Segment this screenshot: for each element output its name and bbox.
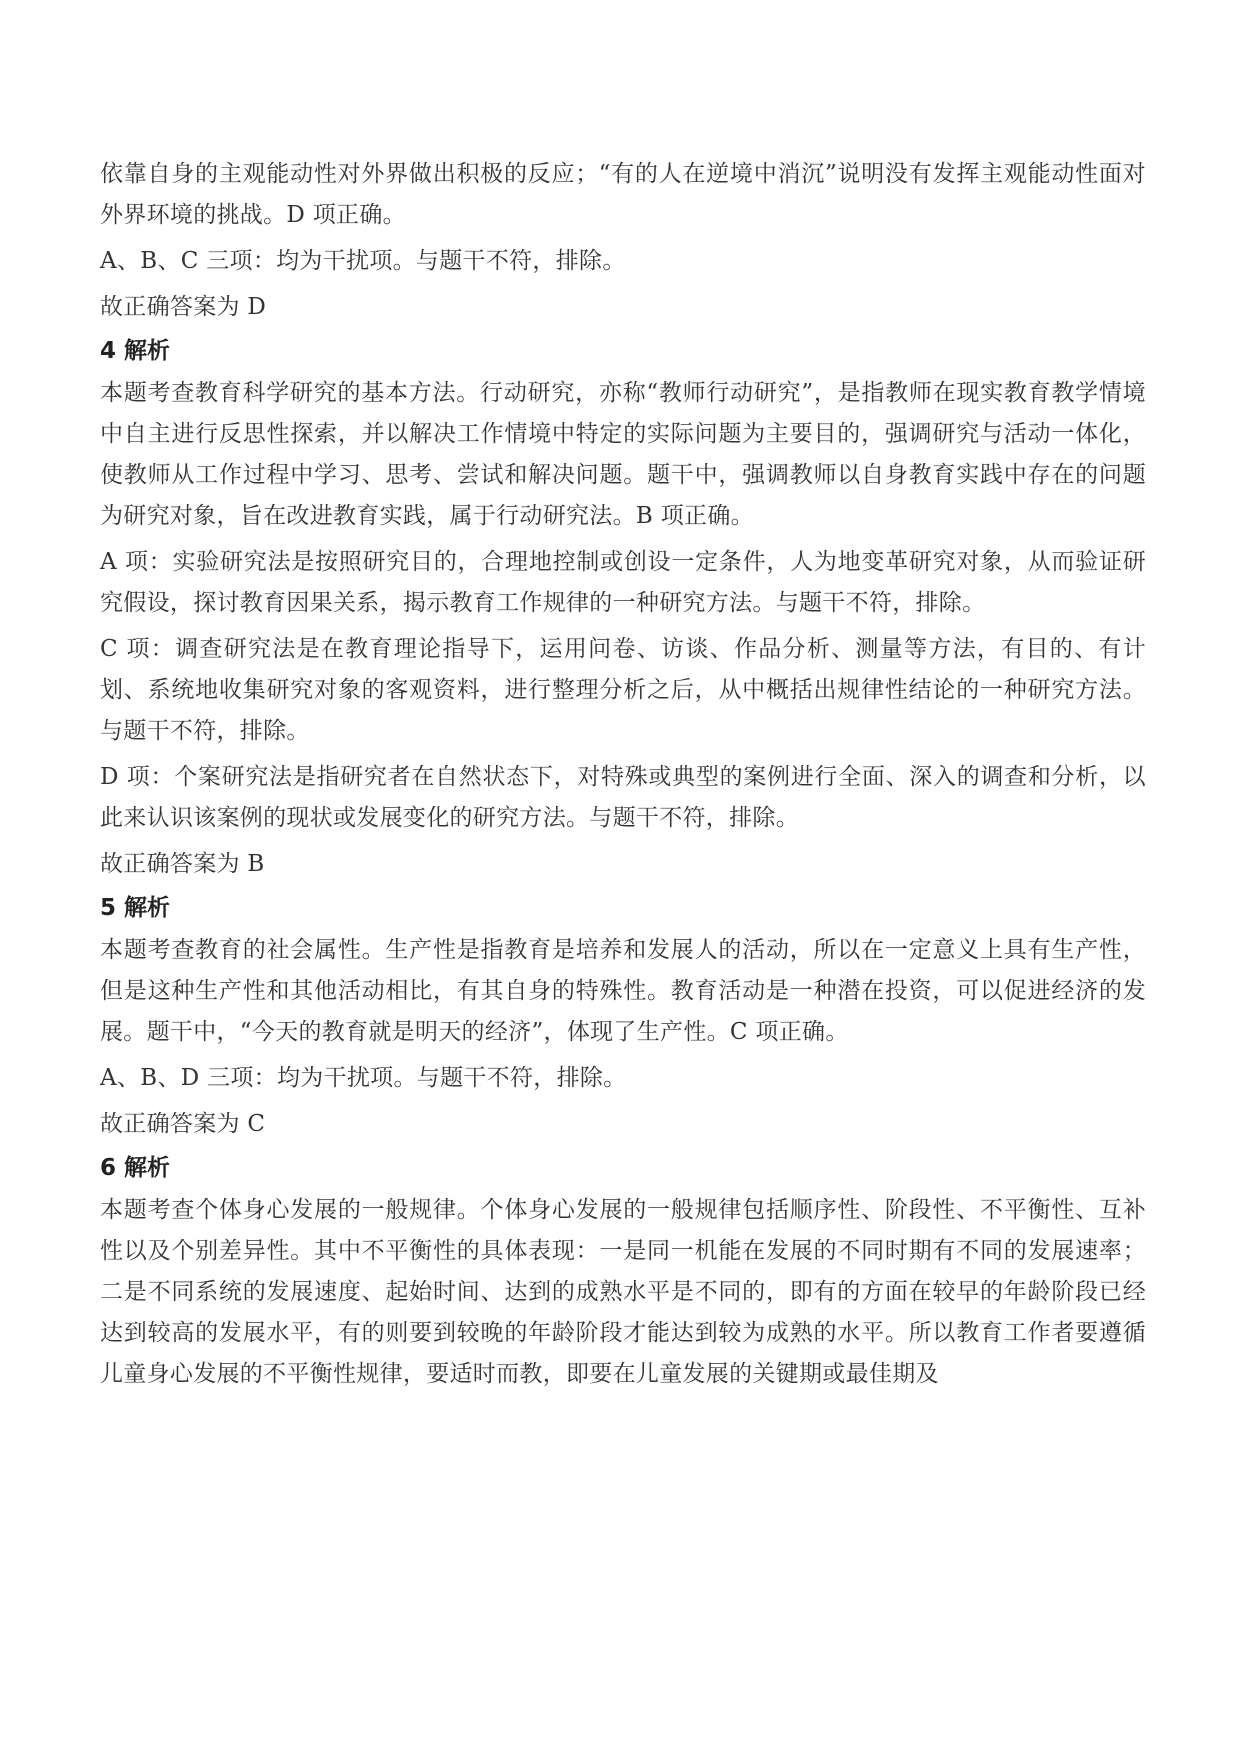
- question-5-explanation: 本题考查教育的社会属性。生产性是指教育是培养和发展人的活动，所以在一定意义上具有生产性，但是这种生产性和其他活动相比，有其自身的特殊性。教育活动是一种潜在投资，可以促进经济的发展。题干中，“今天的教育就是明天的经济”，体现了生产性。C 项正确。: [100, 937, 1146, 1045]
- question-4-option-c: C 项：调查研究法是在教育理论指导下，运用问卷、访谈、作品分析、测量等方法，有目的、有计划、系统地收集研究对象的客观资料，进行整理分析之后，从中概括出规律性结论的一种研究方法。与题干不符，排除。: [100, 636, 1146, 744]
- question-6-heading: 6 解析: [100, 1155, 171, 1181]
- correct-answer: 故正确答案为 D: [100, 294, 267, 320]
- distractor-note: A、B、C 三项：均为干扰项。与题干不符，排除。: [100, 248, 626, 274]
- question-4-option-a: A 项：实验研究法是按照研究目的，合理地控制或创设一定条件，人为地变革研究对象，从而验证研究假设，探讨教育因果关系，揭示教育工作规律的一种研究方法。与题干不符，排除。: [100, 549, 1146, 616]
- question-5-heading: 5 解析: [100, 895, 171, 921]
- question-4-option-d: D 项：个案研究法是指研究者在自然状态下，对特殊或典型的案例进行全面、深入的调查和分析，以此来认识该案例的现状或发展变化的研究方法。与题干不符，排除。: [100, 764, 1146, 831]
- question-5-correct-answer: 故正确答案为 C: [100, 1111, 266, 1137]
- question-5-distractor-note: A、B、D 三项：均为干扰项。与题干不符，排除。: [100, 1065, 627, 1091]
- answer-explanation-paragraph: 依靠自身的主观能动性对外界做出积极的反应；“有的人在逆境中消沉”说明没有发挥主观能动性面对外界环境的挑战。D 项正确。: [100, 161, 1146, 228]
- question-4-heading: 4 解析: [100, 338, 171, 364]
- question-4-correct-answer: 故正确答案为 B: [100, 851, 265, 877]
- question-4-explanation: 本题考查教育科学研究的基本方法。行动研究，亦称“教师行动研究”，是指教师在现实教育教学情境中自主进行反思性探索，并以解决工作情境中特定的实际问题为主要目的，强调研究与活动一体化，使教师从工作过程中学习、思考、尝试和解决问题。题干中，强调教师以自身教育实践中存在的问题为研究对象，旨在改进教育实践，属于行动研究法。B 项正确。: [100, 380, 1146, 529]
- document-page: [100, 154, 1146, 1400]
- question-6-explanation: 本题考查个体身心发展的一般规律。个体身心发展的一般规律包括顺序性、阶段性、不平衡性、互补性以及个别差异性。其中不平衡性的具体表现：一是同一机能在发展的不同时期有不同的发展速率；二是不同系统的发展速度、起始时间、达到的成熟水平是不同的，即有的方面在较早的年龄阶段已经达到较高的发展水平，有的则要到较晚的年龄阶段才能达到较为成熟的水平。所以教育工作者要遵循儿童身心发展的不平衡性规律，要适时而教，即要在儿童发展的关键期或最佳期及: [100, 1197, 1146, 1387]
